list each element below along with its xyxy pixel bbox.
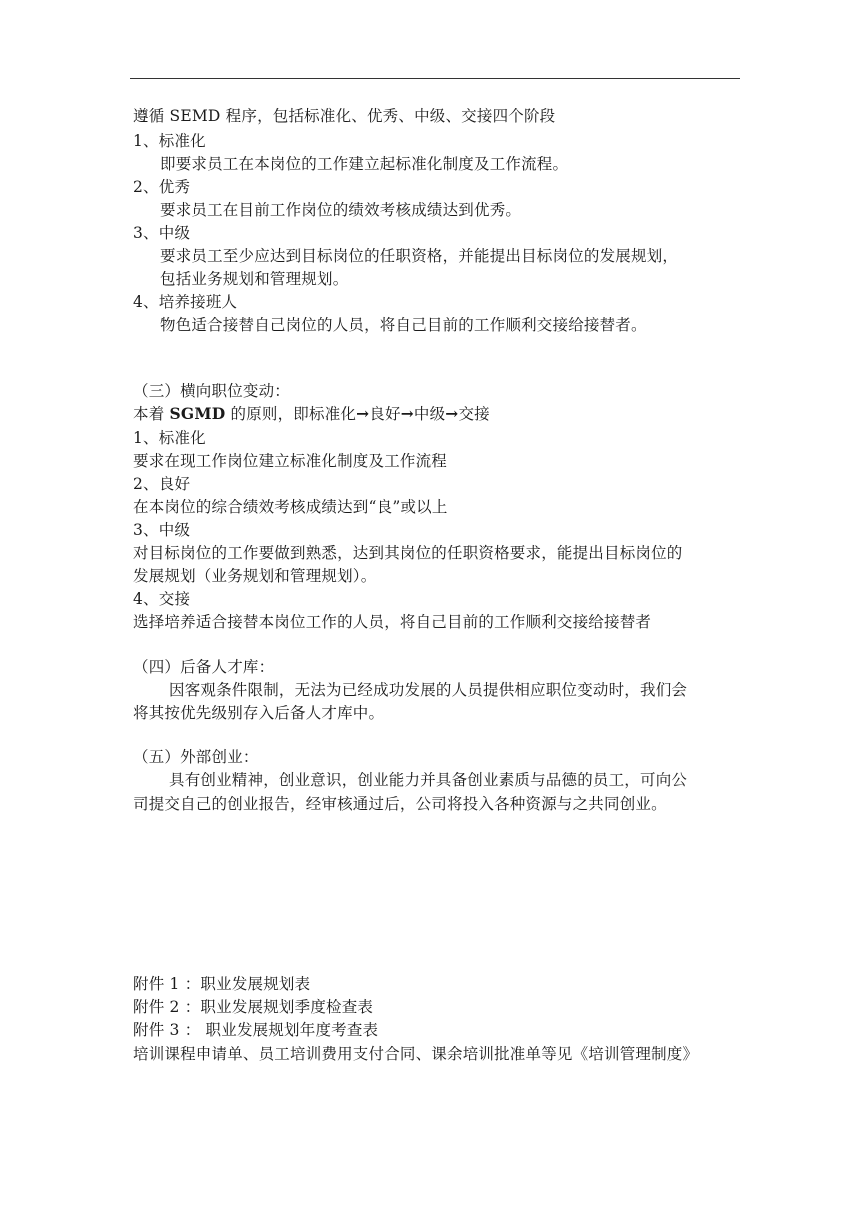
- semd-item-1-heading: 1、标准化: [133, 132, 206, 150]
- semd-item-2-heading: 2、优秀: [133, 178, 191, 196]
- section-three-item-2-text: 在本岗位的综合绩效考核成绩达到“良”或以上: [133, 498, 448, 516]
- attachment-2: 附件 2 ：职业发展规划季度检查表: [133, 998, 374, 1016]
- arrow-icon: →: [400, 404, 414, 423]
- section-three-title: （三）横向职位变动：: [133, 382, 291, 400]
- semd-item-1-text: 即要求员工在本岗位的工作建立起标准化制度及工作流程。: [160, 155, 569, 173]
- section-three-intro: 本着 SGMD 的原则，即标准化→良好→中级→交接: [133, 404, 490, 423]
- section-three-item-2-heading: 2、良好: [133, 475, 191, 493]
- arrow-icon: →: [445, 404, 459, 423]
- section-three-item-4-text: 选择培养适合接替本岗位工作的人员，将自己目前的工作顺利交接给接替者: [133, 613, 652, 631]
- section-three-item-1-text: 要求在现工作岗位建立标准化制度及工作流程: [133, 452, 448, 470]
- section-three-item-3-text-line2: 发展规划（业务规划和管理规划）。: [133, 567, 377, 585]
- sgmd-term: SGMD: [169, 404, 226, 423]
- arrow-icon: →: [356, 404, 370, 423]
- semd-intro: 遵循 SEMD 程序，包括标准化、优秀、中级、交接四个阶段: [133, 107, 556, 125]
- semd-item-4-text: 物色适合接替自己岗位的人员，将自己目前的工作顺利交接给接替者。: [160, 316, 647, 334]
- semd-item-3-text-line1: 要求员工至少应达到目标岗位的任职资格，并能提出目标岗位的发展规划，: [160, 247, 679, 265]
- section-four-title: （四）后备人才库：: [133, 658, 275, 676]
- section-three-item-4-heading: 4、交接: [133, 590, 191, 608]
- section-five-title: （五）外部创业：: [133, 748, 259, 766]
- footer-note: 培训课程申请单、员工培训费用支付合同、课余培训批准单等见《培训管理制度》: [133, 1045, 699, 1063]
- section-four-text-line2: 将其按优先级别存入后备人才库中。: [133, 704, 385, 722]
- section-four-text-line1: 因客观条件限制，无法为已经成功发展的人员提供相应职位变动时，我们会: [169, 681, 688, 699]
- section-five-text-line2: 司提交自己的创业报告，经审核通过后，公司将投入各种资源与之共同创业。: [133, 795, 667, 813]
- semd-item-4-heading: 4、培养接班人: [133, 293, 238, 311]
- section-five-text-line1: 具有创业精神，创业意识，创业能力并具备创业素质与品德的员工，可向公: [169, 771, 688, 789]
- header-rule: [130, 78, 740, 79]
- semd-item-3-heading: 3、中级: [133, 224, 191, 242]
- attachment-3: 附件 3 ： 职业发展规划年度考查表: [133, 1021, 379, 1039]
- attachment-1: 附件 1 ：职业发展规划表: [133, 975, 311, 993]
- section-three-item-3-text-line1: 对目标岗位的工作要做到熟悉，达到其岗位的任职资格要求，能提出目标岗位的: [133, 544, 683, 562]
- section-three-item-3-heading: 3、中级: [133, 521, 191, 539]
- semd-item-3-text-line2: 包括业务规划和管理规划。: [160, 270, 349, 288]
- section-three-item-1-heading: 1、标准化: [133, 429, 206, 447]
- semd-item-2-text: 要求员工在目前工作岗位的绩效考核成绩达到优秀。: [160, 201, 522, 219]
